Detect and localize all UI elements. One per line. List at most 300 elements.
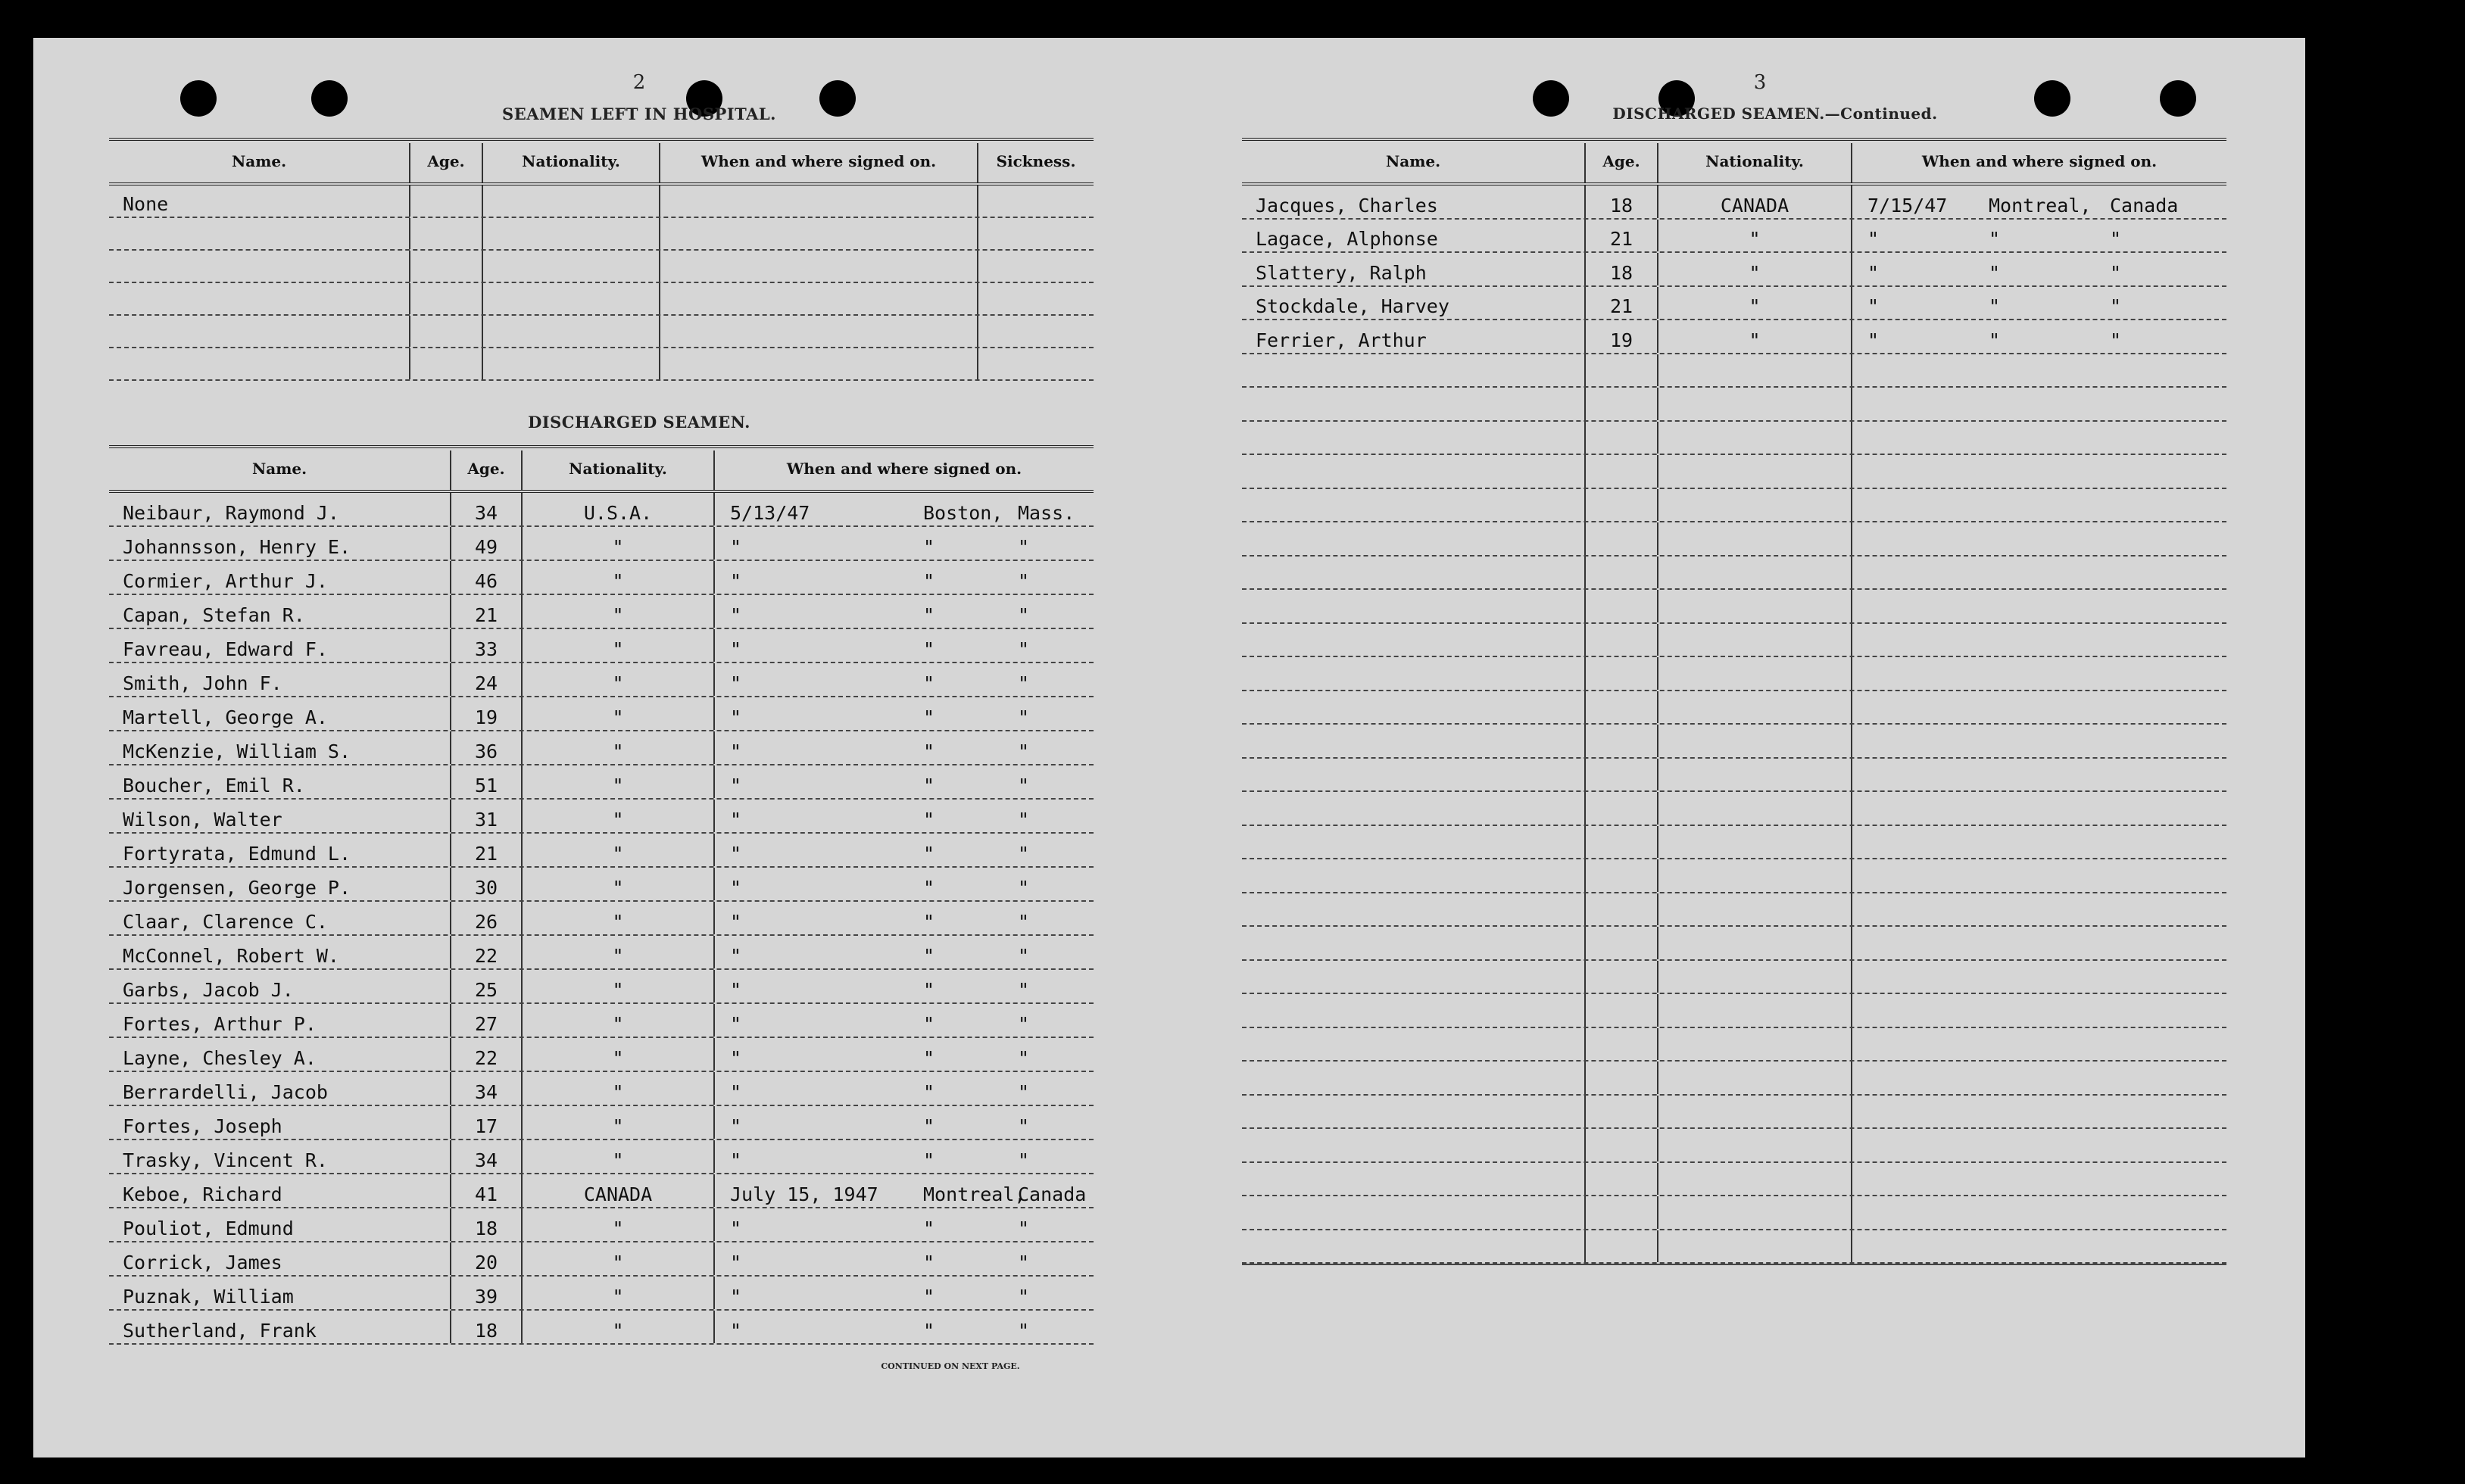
name-cell <box>1242 792 1586 825</box>
name-cell: Fortes, Joseph <box>109 1106 451 1139</box>
signed-on-part: " <box>730 1047 742 1069</box>
nationality-cell <box>1658 624 1852 656</box>
nationality-cell: " <box>523 527 715 560</box>
age-cell: 36 <box>451 731 523 764</box>
blank-row <box>1242 1129 2226 1163</box>
age-cell: 39 <box>451 1277 523 1309</box>
signed-on-cell <box>715 1004 1094 1037</box>
age-cell: 21 <box>1586 287 1658 320</box>
signed-on-cell <box>715 902 1094 934</box>
signed-on-cell <box>715 731 1094 764</box>
signed-on-part: " <box>1018 1115 1030 1137</box>
nationality-cell: " <box>523 1038 715 1071</box>
signed-on-cell <box>715 527 1094 560</box>
table-row <box>109 800 1094 834</box>
signed-on-cell <box>715 697 1094 730</box>
table-cell <box>978 316 1094 347</box>
blank-row <box>109 251 1094 283</box>
nationality-cell: " <box>523 970 715 1002</box>
signed-on-part: " <box>1018 979 1030 1001</box>
name-cell <box>1242 1096 1586 1128</box>
column-header: Nationality. <box>483 143 660 182</box>
table-cell <box>410 218 483 249</box>
signed-on-cell <box>1852 826 2226 859</box>
discharged-section-title: DISCHARGED SEAMEN. <box>528 413 750 432</box>
discharged-table-right <box>1242 138 2226 1265</box>
table-cell <box>978 283 1094 314</box>
age-cell: 31 <box>451 800 523 832</box>
name-cell: Capan, Stefan R. <box>109 595 451 628</box>
signed-on-cell <box>715 1277 1094 1309</box>
signed-on-part: " <box>1018 638 1030 660</box>
signed-on-part: " <box>730 1252 742 1274</box>
continued-section-title: DISCHARGED SEAMEN.—Continued. <box>1612 104 1938 123</box>
nationality-cell <box>1658 1062 1852 1094</box>
signed-on-part: " <box>730 945 742 967</box>
signed-on-cell <box>1852 1028 2226 1061</box>
table-row <box>109 902 1094 936</box>
signed-on-part: " <box>923 1252 935 1274</box>
nationality-cell: " <box>523 697 715 730</box>
signed-on-part: " <box>730 1013 742 1035</box>
name-cell: Jacques, Charles <box>1242 186 1586 218</box>
table-cell <box>483 251 660 282</box>
signed-on-cell <box>1852 422 2226 454</box>
name-cell: Pouliot, Edmund <box>109 1208 451 1241</box>
signed-on-part: " <box>1018 1013 1030 1035</box>
nationality-cell <box>1658 522 1852 555</box>
blank-row <box>1242 388 2226 422</box>
signed-on-part: " <box>923 706 935 728</box>
age-cell <box>1586 792 1658 825</box>
signed-on-cell <box>1852 556 2226 589</box>
nationality-cell <box>1658 1163 1852 1196</box>
nationality-cell: " <box>523 1072 715 1105</box>
column-header: When and where signed on. <box>1921 152 2158 170</box>
signed-on-cell <box>1852 489 2226 522</box>
age-cell: 22 <box>451 936 523 968</box>
signed-on-cell <box>1852 759 2226 791</box>
name-cell: Fortyrata, Edmund L. <box>109 834 451 866</box>
name-cell <box>1242 1163 1586 1196</box>
column-header: When and where signed on. <box>786 460 1022 478</box>
age-cell: 21 <box>1586 220 1658 252</box>
age-cell <box>1586 893 1658 926</box>
table-row <box>109 970 1094 1004</box>
blank-row <box>1242 994 2226 1028</box>
age-cell <box>1586 657 1658 690</box>
nationality-cell <box>1658 759 1852 791</box>
signed-on-part: " <box>730 877 742 899</box>
nationality-cell <box>1658 725 1852 757</box>
signed-on-part: " <box>1018 604 1030 626</box>
table-cell <box>410 186 483 217</box>
nationality-cell: " <box>523 902 715 934</box>
signed-on-part: " <box>730 604 742 626</box>
table-cell <box>660 316 978 347</box>
table-cell <box>660 251 978 282</box>
nationality-cell: " <box>523 595 715 628</box>
nationality-cell <box>1658 893 1852 926</box>
signed-on-part: " <box>1867 228 1880 250</box>
name-cell: Martell, George A. <box>109 697 451 730</box>
table-row <box>109 186 1094 218</box>
age-cell: 21 <box>451 834 523 866</box>
nationality-cell: " <box>523 834 715 866</box>
table-cell <box>978 348 1094 379</box>
age-cell: 33 <box>451 629 523 662</box>
signed-on-part: " <box>730 706 742 728</box>
table-row <box>109 1072 1094 1106</box>
nationality-cell <box>1658 1129 1852 1161</box>
signed-on-cell <box>1852 186 2226 218</box>
table-cell <box>109 348 410 379</box>
signed-on-part: " <box>1867 261 1880 284</box>
signed-on-part: " <box>923 672 935 694</box>
signed-on-part: " <box>730 1286 742 1308</box>
signed-on-part: " <box>1018 536 1030 558</box>
age-cell: 20 <box>451 1242 523 1275</box>
column-header: Nationality. <box>1658 143 1852 182</box>
blank-row <box>1242 556 2226 591</box>
signed-on-cell <box>1852 691 2226 724</box>
signed-on-part: Montreal, <box>923 1183 1026 1205</box>
nationality-cell: " <box>523 1004 715 1037</box>
signed-on-part: " <box>1018 1320 1030 1342</box>
signed-on-cell <box>1852 354 2226 387</box>
name-cell: Corrick, James <box>109 1242 451 1275</box>
name-cell: Smith, John F. <box>109 663 451 696</box>
name-cell: Sutherland, Frank <box>109 1311 451 1343</box>
signed-on-part: " <box>1018 1217 1030 1239</box>
name-cell: Boucher, Emil R. <box>109 765 451 798</box>
nationality-cell <box>1658 1230 1852 1263</box>
name-cell: Claar, Clarence C. <box>109 902 451 934</box>
signed-on-cell <box>1852 624 2226 656</box>
signed-on-part: " <box>923 1047 935 1069</box>
column-header: Nationality. <box>523 450 715 490</box>
signed-on-part: " <box>1867 329 1880 351</box>
table-cell: None <box>109 186 410 217</box>
signed-on-part: " <box>1018 740 1030 762</box>
blank-row <box>1242 1196 2226 1230</box>
signed-on-cell <box>715 800 1094 832</box>
table-cell <box>410 283 483 314</box>
signed-on-part: " <box>730 911 742 933</box>
signed-on-part: Montreal, <box>1989 194 2092 217</box>
signed-on-part: " <box>730 979 742 1001</box>
age-cell: 21 <box>451 595 523 628</box>
age-cell <box>1586 1028 1658 1061</box>
table-row <box>109 697 1094 731</box>
continued-note: CONTINUED ON NEXT PAGE. <box>881 1361 1020 1371</box>
age-cell <box>1586 522 1658 555</box>
age-cell: 41 <box>451 1174 523 1207</box>
name-cell <box>1242 354 1586 387</box>
nationality-cell <box>1658 859 1852 892</box>
signed-on-part: " <box>730 843 742 865</box>
age-cell <box>1586 455 1658 488</box>
nationality-cell: " <box>523 731 715 764</box>
table-row <box>109 1004 1094 1038</box>
name-cell: McKenzie, William S. <box>109 731 451 764</box>
signed-on-part: " <box>923 945 935 967</box>
signed-on-cell <box>715 1311 1094 1343</box>
signed-on-part: " <box>730 775 742 797</box>
nationality-cell: " <box>523 1106 715 1139</box>
document-sheet <box>33 38 2305 1458</box>
signed-on-part: " <box>730 672 742 694</box>
signed-on-cell <box>715 493 1094 525</box>
signed-on-part: " <box>2110 329 2122 351</box>
age-cell <box>1586 590 1658 622</box>
age-cell: 18 <box>1586 186 1658 218</box>
nationality-cell: " <box>523 868 715 900</box>
age-cell <box>1586 624 1658 656</box>
signed-on-part: " <box>1018 1286 1030 1308</box>
name-cell: Favreau, Edward F. <box>109 629 451 662</box>
name-cell <box>1242 994 1586 1027</box>
table-cell <box>978 186 1094 217</box>
nationality-cell: " <box>523 936 715 968</box>
name-cell <box>1242 590 1586 622</box>
signed-on-part: " <box>730 638 742 660</box>
name-cell <box>1242 725 1586 757</box>
column-header: When and where signed on. <box>660 143 978 182</box>
signed-on-cell <box>1852 455 2226 488</box>
signed-on-cell <box>1852 994 2226 1027</box>
signed-on-cell <box>1852 590 2226 622</box>
name-cell <box>1242 691 1586 724</box>
blank-row <box>1242 859 2226 893</box>
signed-on-cell <box>715 1038 1094 1071</box>
name-cell <box>1242 759 1586 791</box>
nationality-cell: " <box>523 800 715 832</box>
signed-on-cell <box>1852 388 2226 420</box>
nationality-cell <box>1658 691 1852 724</box>
column-header: Age. <box>1586 143 1658 182</box>
name-cell <box>1242 826 1586 859</box>
blank-row <box>109 283 1094 316</box>
signed-on-cell <box>715 1140 1094 1173</box>
signed-on-part: Mass. <box>1018 502 1075 524</box>
table-row <box>109 868 1094 902</box>
table-cell <box>109 251 410 282</box>
signed-on-cell <box>1852 893 2226 926</box>
signed-on-cell <box>1852 1129 2226 1161</box>
blank-row <box>1242 893 2226 928</box>
age-cell: 27 <box>451 1004 523 1037</box>
age-cell: 49 <box>451 527 523 560</box>
column-header: Name. <box>109 143 410 182</box>
blank-row <box>1242 1230 2226 1264</box>
table-row <box>109 663 1094 697</box>
table-row <box>1242 253 2226 287</box>
table-cell <box>483 283 660 314</box>
table-cell <box>410 316 483 347</box>
signed-on-part: Canada <box>1018 1183 1087 1205</box>
name-cell: Johannsson, Henry E. <box>109 527 451 560</box>
signed-on-part: " <box>1867 295 1880 317</box>
table-cell <box>109 283 410 314</box>
signed-on-cell <box>715 970 1094 1002</box>
signed-on-cell <box>715 834 1094 866</box>
punch-hole <box>180 80 217 117</box>
table-row <box>109 1140 1094 1174</box>
age-cell <box>1586 489 1658 522</box>
age-cell <box>1586 1230 1658 1263</box>
signed-on-part: " <box>1989 329 2001 351</box>
nationality-cell: U.S.A. <box>523 493 715 525</box>
name-cell <box>1242 927 1586 959</box>
signed-on-part: " <box>1018 570 1030 592</box>
blank-row <box>1242 1062 2226 1096</box>
blank-row <box>109 218 1094 251</box>
blank-row <box>1242 759 2226 793</box>
signed-on-part: " <box>923 1320 935 1342</box>
table-cell <box>483 316 660 347</box>
blank-row <box>1242 725 2226 759</box>
name-cell: Cormier, Arthur J. <box>109 561 451 594</box>
name-cell: Puznak, William <box>109 1277 451 1309</box>
nationality-cell: " <box>523 1242 715 1275</box>
blank-row <box>1242 354 2226 388</box>
signed-on-cell <box>715 561 1094 594</box>
nationality-cell <box>1658 1096 1852 1128</box>
nationality-cell <box>1658 927 1852 959</box>
nationality-cell <box>1658 657 1852 690</box>
blank-row <box>1242 522 2226 556</box>
signed-on-cell <box>715 663 1094 696</box>
nationality-cell: " <box>523 765 715 798</box>
nationality-cell <box>1658 489 1852 522</box>
blank-row <box>1242 1163 2226 1197</box>
punch-hole <box>2034 80 2070 117</box>
signed-on-part: " <box>923 536 935 558</box>
blank-row <box>1242 1096 2226 1130</box>
name-cell <box>1242 961 1586 993</box>
signed-on-part: " <box>923 740 935 762</box>
name-cell: McConnel, Robert W. <box>109 936 451 968</box>
signed-on-cell <box>715 1072 1094 1105</box>
nationality-cell <box>1658 1028 1852 1061</box>
signed-on-cell <box>1852 1096 2226 1128</box>
age-cell: 34 <box>451 1072 523 1105</box>
signed-on-cell <box>1852 927 2226 959</box>
name-cell <box>1242 522 1586 555</box>
name-cell <box>1242 1196 1586 1229</box>
signed-on-part: " <box>1018 843 1030 865</box>
table-cell <box>978 251 1094 282</box>
nationality-cell <box>1658 961 1852 993</box>
name-cell <box>1242 1062 1586 1094</box>
table-row <box>109 1277 1094 1311</box>
nationality-cell <box>1658 388 1852 420</box>
signed-on-part: July 15, 1947 <box>730 1183 878 1205</box>
signed-on-part: " <box>2110 228 2122 250</box>
name-cell <box>1242 388 1586 420</box>
table-cell <box>978 218 1094 249</box>
blank-row <box>1242 927 2226 961</box>
age-cell: 18 <box>451 1208 523 1241</box>
signed-on-part: " <box>1018 911 1030 933</box>
signed-on-cell <box>1852 1196 2226 1229</box>
table-row <box>1242 186 2226 220</box>
age-cell <box>1586 927 1658 959</box>
age-cell <box>1586 422 1658 454</box>
blank-row <box>1242 455 2226 489</box>
age-cell <box>1586 994 1658 1027</box>
age-cell <box>1586 1196 1658 1229</box>
age-cell: 25 <box>451 970 523 1002</box>
blank-row <box>1242 826 2226 860</box>
signed-on-part: " <box>730 536 742 558</box>
signed-on-part: " <box>1989 295 2001 317</box>
table-cell <box>109 218 410 249</box>
signed-on-cell <box>715 1106 1094 1139</box>
signed-on-part: " <box>1018 1252 1030 1274</box>
table-row <box>109 1038 1094 1072</box>
age-cell: 46 <box>451 561 523 594</box>
age-cell: 34 <box>451 493 523 525</box>
table-row <box>109 936 1094 970</box>
table-cell <box>410 251 483 282</box>
hospital-section-title: SEAMEN LEFT IN HOSPITAL. <box>502 104 776 123</box>
table-row <box>109 1242 1094 1277</box>
table-cell <box>660 186 978 217</box>
signed-on-part: Boston, <box>923 502 1003 524</box>
table-row <box>109 1208 1094 1242</box>
age-cell <box>1586 961 1658 993</box>
table-row <box>109 629 1094 663</box>
table-row <box>1242 220 2226 254</box>
signed-on-part: " <box>730 1320 742 1342</box>
age-cell <box>1586 1062 1658 1094</box>
name-cell <box>1242 893 1586 926</box>
nationality-cell: " <box>1658 220 1852 252</box>
page-number: 3 <box>1753 71 1767 94</box>
table-cell <box>483 218 660 249</box>
signed-on-part: " <box>730 1149 742 1171</box>
signed-on-part: " <box>923 911 935 933</box>
signed-on-part: " <box>923 809 935 831</box>
name-cell: Fortes, Arthur P. <box>109 1004 451 1037</box>
signed-on-part: " <box>1989 261 2001 284</box>
age-cell: 34 <box>451 1140 523 1173</box>
column-header: Age. <box>451 450 523 490</box>
blank-row <box>109 348 1094 381</box>
signed-on-part: " <box>1018 945 1030 967</box>
blank-row <box>1242 792 2226 826</box>
blank-row <box>1242 624 2226 658</box>
signed-on-cell <box>1852 1230 2226 1263</box>
signed-on-part: " <box>923 1115 935 1137</box>
nationality-cell <box>1658 354 1852 387</box>
nationality-cell <box>1658 826 1852 859</box>
signed-on-part: " <box>730 1081 742 1103</box>
age-cell: 19 <box>451 697 523 730</box>
signed-on-part: " <box>1018 809 1030 831</box>
signed-on-cell <box>1852 859 2226 892</box>
signed-on-cell <box>1852 1163 2226 1196</box>
signed-on-cell <box>1852 320 2226 353</box>
name-cell: Ferrier, Arthur <box>1242 320 1586 353</box>
nationality-cell: " <box>523 1277 715 1309</box>
column-header: Name. <box>109 450 451 490</box>
table-cell <box>410 348 483 379</box>
name-cell: Stockdale, Harvey <box>1242 287 1586 320</box>
column-header: Sickness. <box>996 152 1076 170</box>
